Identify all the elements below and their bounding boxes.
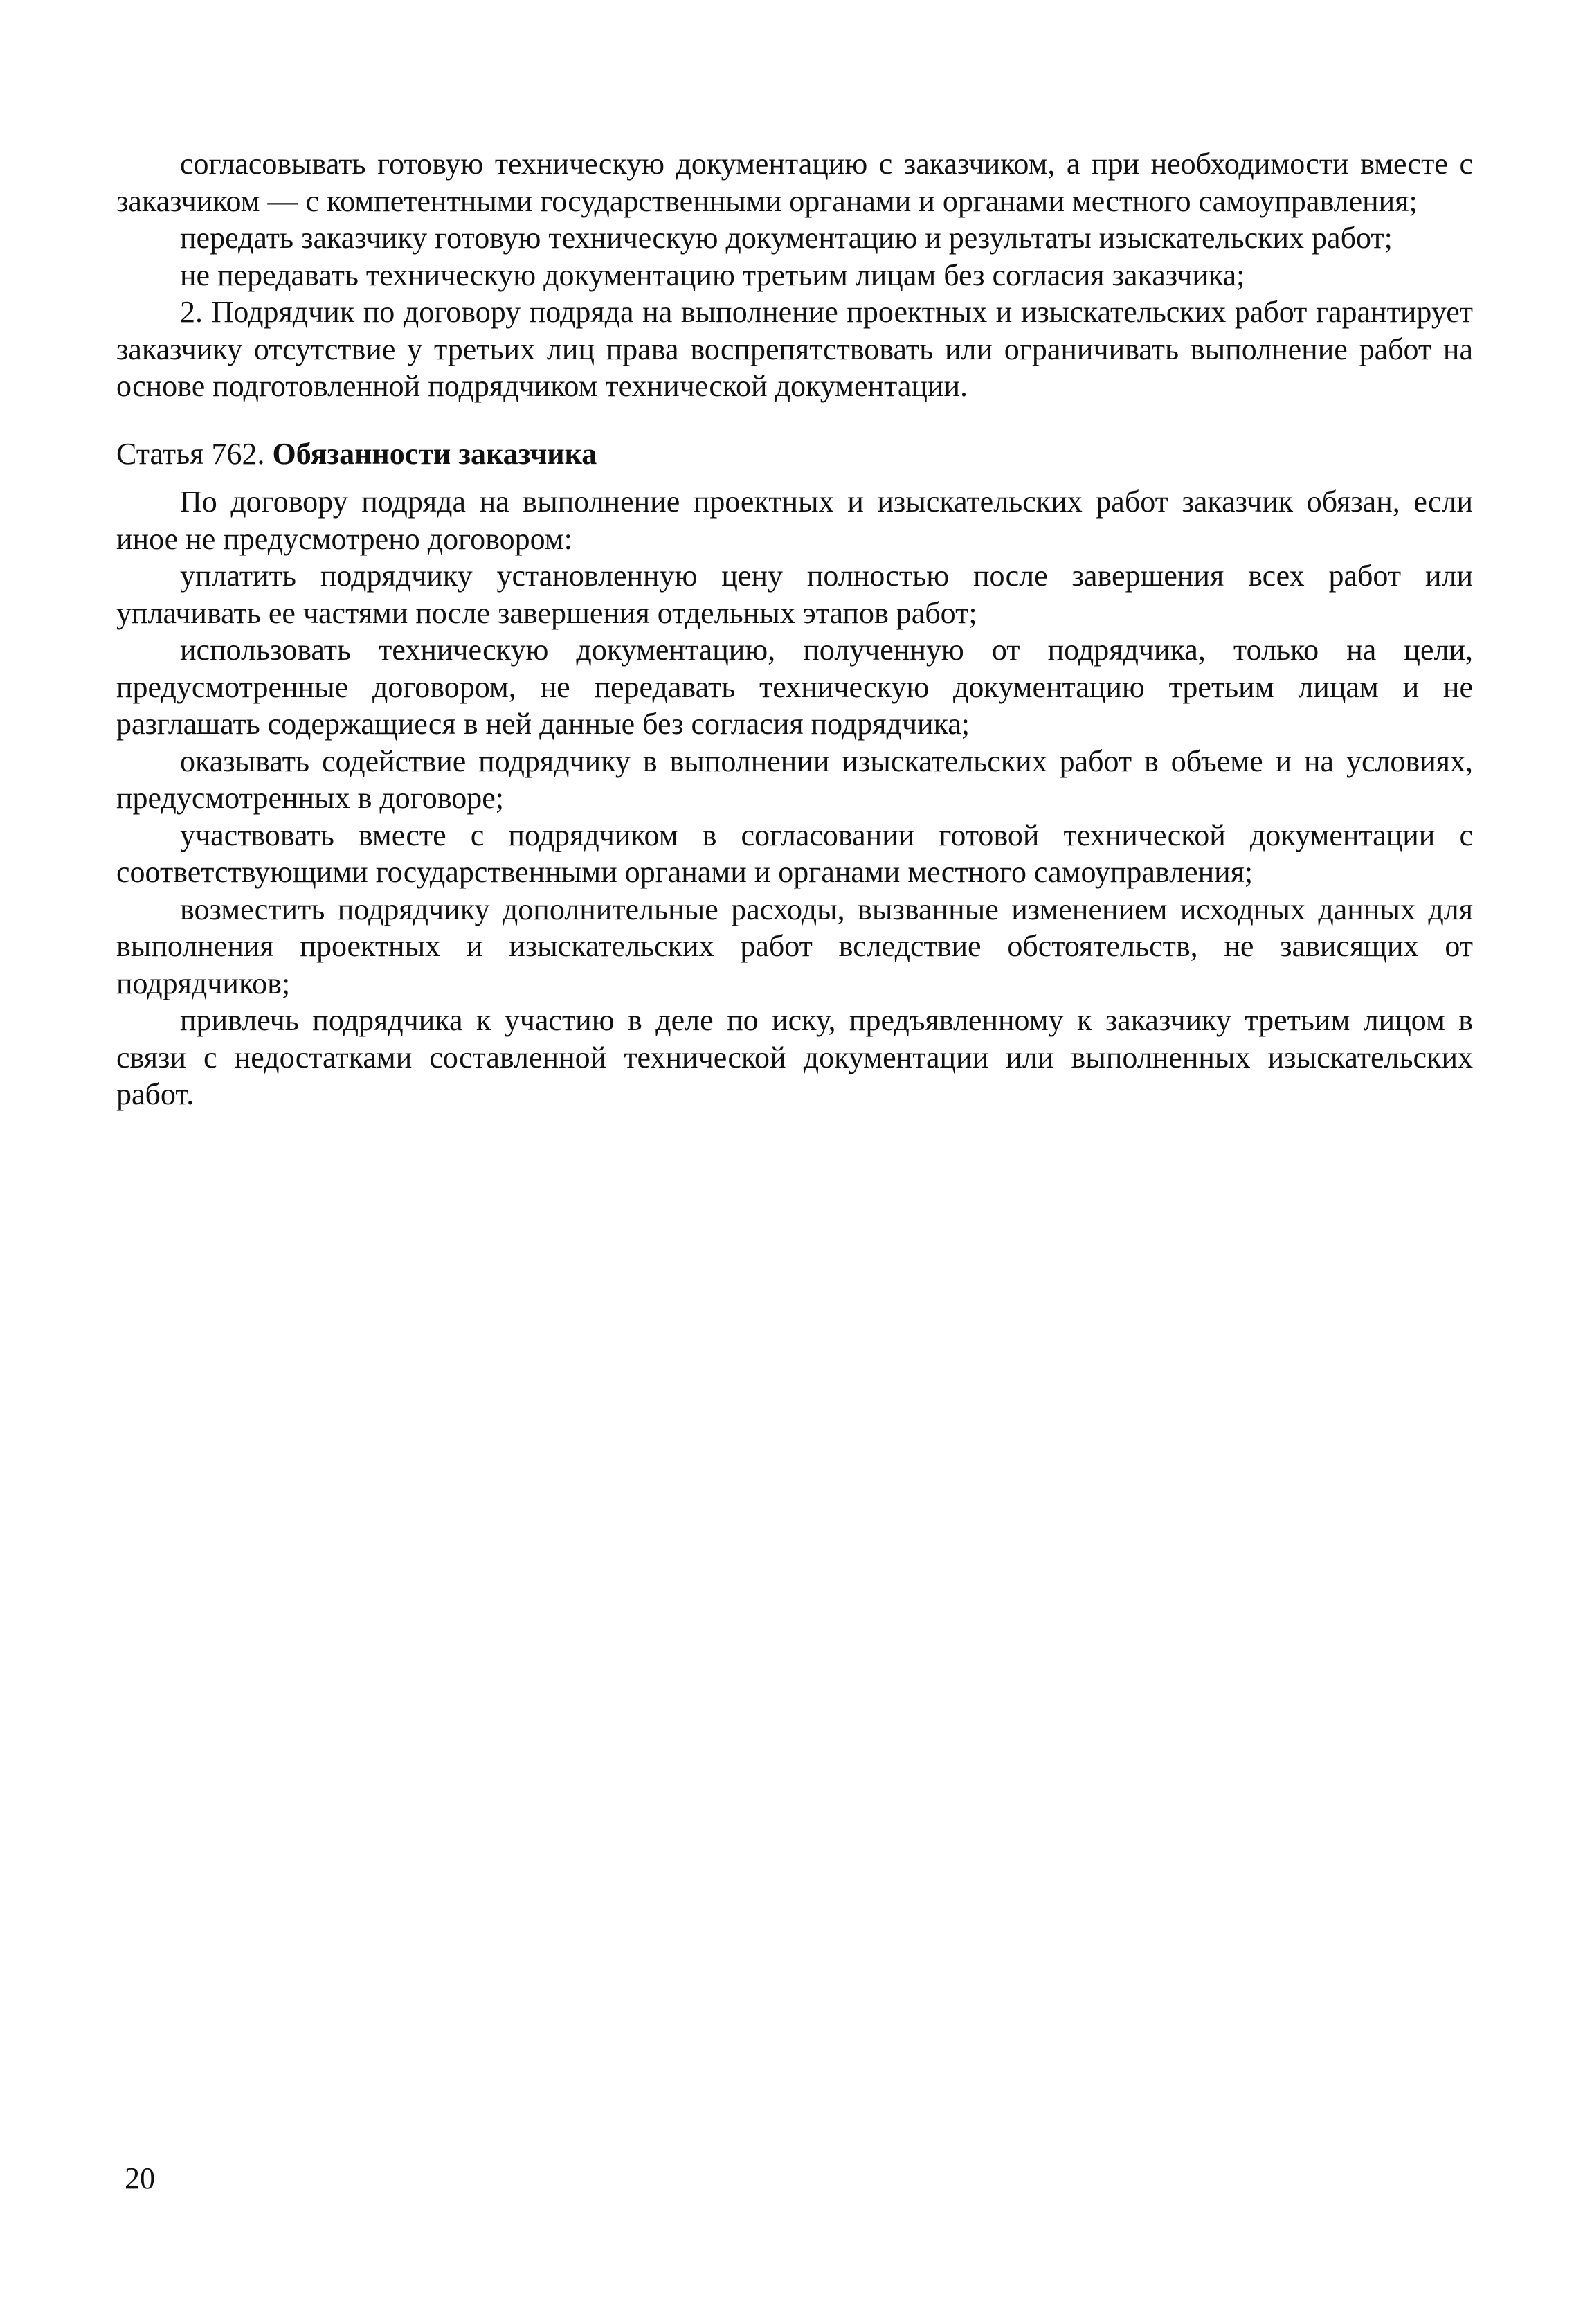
paragraph: возместить подрядчику дополнительные расходы, вызванные изменением исходных данных для выполнения проектных и изыскательских работ вследствие обстоятельств, не зависящих от подрядчиков; (116, 892, 1473, 1000)
paragraph: 2. Подрядчик по договору подряда на выполнение проектных и изыскательских работ гарантирует заказчику отсутствие у третьих лиц права воспрепятствовать или ограничивать выполнение работ на основе подготовленной подрядчиком технической документации. (116, 295, 1473, 403)
article-title: Обязанности заказчика (272, 436, 597, 471)
paragraph: уплатить подрядчику установленную цену полностью после завершения всех работ или уплачивать ее частями после завершения отдельных этапов работ; (116, 559, 1473, 630)
paragraph: не передавать техническую документацию третьим лицам без согласия заказчика; (180, 258, 1245, 292)
paragraph: согласовывать готовую техническую документацию с заказчиком, а при необходимости вместе с заказчиком — с компетентными государственными органами и органами местного самоуправления; (116, 147, 1473, 218)
paragraph: оказывать содействие подрядчику в выполнении изыскательских работ в объеме и на условиях, предусмотренных в договоре; (116, 744, 1473, 815)
page-number: 20 (125, 2161, 155, 2195)
article-number: Статья 762. (116, 436, 265, 471)
paragraph: участвовать вместе с подрядчиком в согласовании готовой технической документации с соответствующими государственными органами и органами местного самоуправления; (116, 818, 1473, 889)
body-text (116, 145, 1473, 1113)
paragraph: привлечь подрядчика к участию в деле по иску, предъявленному к заказчику третьим лицом в связи с недостатками составленной технической документации или выполненных изыскательских работ. (116, 1003, 1473, 1111)
paragraph: использовать техническую документацию, полученную от подрядчика, только на цели, предусмотренные договором, не передавать техническую документацию третьим лицам и не разглашать содержащиеся в ней данные без согласия подрядчика; (116, 633, 1473, 741)
article-heading (116, 435, 1473, 473)
paragraph: По договору подряда на выполнение проектных и изыскательских работ заказчик обязан, если иное не предусмотрено договором: (116, 485, 1473, 556)
paragraph: передать заказчику готовую техническую документацию и результаты изыскательских работ; (180, 221, 1393, 255)
